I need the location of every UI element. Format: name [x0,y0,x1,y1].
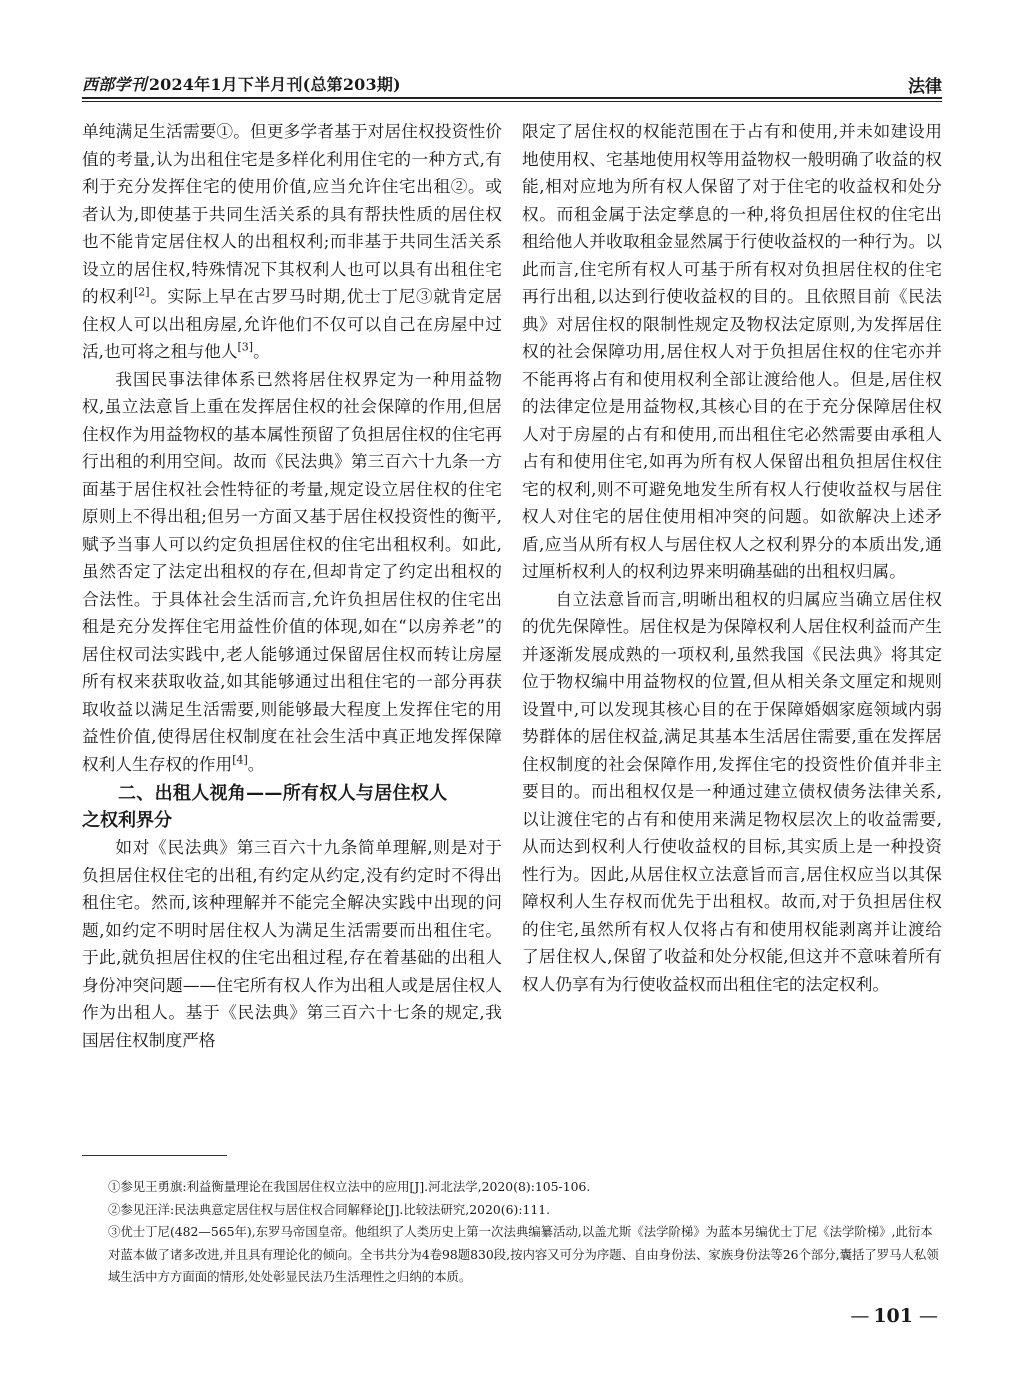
journal-issue: 2024年1月下半月刊(总第203期) [148,75,401,94]
footnote: ②参见汪洋:民法典意定居住权与居住权合同解释论[J].比较法研究,2020(6):111. [108,1201,551,1217]
header-rule-thin [82,101,942,102]
right-column [522,118,942,998]
citation-ref[interactable]: [2] [133,285,150,299]
citation-ref[interactable]: [4] [232,752,248,766]
paragraph: 自立法意旨而言,明晰出租权的归属应当确立居住权的优先保障性。居住权是为保障权利人居住权利益而产生并逐渐发展成熟的一项权利,虽然我国《民法典》将其定位于物权编中用益物权的位置,但从相关条文厘定和规则设置中,可以发现其核心目的在于保障婚姻家庭领域内弱势群体的居住权益,满足其基本生活居住需要,重在发挥居住权制度的社会保障作用,发挥住宅的投资性价值并非主要目的。而出租权仅是一种通过建立债权债务法律关系,以让渡住宅的占有和使用来满足物权层次上的收益需要,从而达到权利人行使收益权的目标,其实质上是一种投资性行为。因此,从居住权立法意旨而言,居住权应当以其保障权利人生存权而优先于出租权。故而,对于负担居住权的住宅,虽然所有权人仅将占有和使用权能剥离并让渡给了居住权人,保留了收益和处分权能,但这并不意味着所有权人仍享有为行使收益权而出租住宅的法定权利。 [522,588,942,994]
citation-ref[interactable]: [3] [237,340,254,354]
paragraph: 限定了居住权的权能范围在于占有和使用,并未如建设用地使用权、宅基地使用权等用益物权一般明确了收益的权能,相对应地为所有权人保留了对于住宅的收益权和处分权。而租金属于法定孳息的一种,将负担居住权的住宅出租给他人并收取租金显然属于行使收益权的一种行为。以此而言,住宅所有权人可基于所有权对负担居住权的住宅再行出租,以达到行使收益权的目的。且依照目前《民法典》对居住权的限制性规定及物权法定原则,为发挥居住权的社会保障功用,居住权人对于负担居住权的住宅亦并不能再将占有和使用权利全部让渡给他人。但是,居住权的法律定位是用益物权,其核心目的在于充分保障居住权人对于房屋的占有和使用,而出租住宅必然需要由承租人占有和使用住宅,如再为所有权人保留出租负担居住权住宅的权利,则不可避免地发生所有权人行使收益权与居住权人对住宅的居住使用相冲突的问题。如欲解决上述矛盾,应当从所有权人与居住权人之权利界分的本质出发,通过厘析权利人的权利边界来明确基础的出租权归属。 [522,121,942,581]
journal-logo: 西部学刊 [82,75,147,94]
footnote-rule [82,1155,227,1156]
section-label: 法律 [908,77,942,97]
left-column [82,118,502,1054]
paragraph: 如对《民法典》第三百六十九条简单理解,则是对于负担居住权住宅的出租,有约定从约定,没有约定时不得出租住宅。然而,该种理解并不能完全解决实践中出现的问题,如约定不明时居住权人为满足生活需要而出租住宅。于此,就负担居住权的住宅出租过程,存在着基础的出租人身份冲突问题——住宅所有权人作为出租人或是居住权人作为出租人。基于《民法典》第三百六十七条的规定,我国居住权制度严格 [82,837,502,1050]
section-heading: 二、出租人视角——所有权人与居住权人 之权利界分 [82,783,448,831]
paragraph: 我国民事法律体系已然将居住权界定为一种用益物权,虽立法意旨上重在发挥居住权的社会保障的作用,但居住权作为用益物权的基本属性预留了负担居住权的住宅再行出租的利用空间。故而《民法典》第三百六十九条一方面基于居住权社会性特征的考量,规定设立居住权的住宅原则上不得出租;但另一方面又基于居住权投资性的衡平,赋予当事人可以约定负担居住权的住宅出租权利。如此,虽然否定了法定出租权的存在,但却肯定了约定出租权的合法性。于具体社会生活而言,允许负担居住权的住宅出租是充分发挥住宅用益性价值的体现,如在“以房养老”的居住权司法实践中,老人能够通过保留居住权而转让房屋所有权来获取收益,如其能够通过出租住宅的一部分再获取收益以满足生活需要,则能够最大程度上发挥住宅的用益性价值,使得居住权制度在社会生活中真正地发挥保障权利人生存权的作用[4]。 [82,368,502,774]
journal-title [82,72,401,95]
page-number: — 101 — [850,1305,936,1327]
paragraph: 单纯满足生活需要①。但更多学者基于对居住权投资性价值的考量,认为出租住宅是多样化利用住宅的一种方式,有利于充分发挥住宅的使用价值,应当允许住宅出租②。或者认为,即使基于共同生活关系的具有帮扶性质的居住权也不能肯定居住权人的出租权利;而非基于共同生活关系设立的居住权,特殊情况下其权利人也可以具有出租住宅的权利[2]。实际上早在古罗马时期,优士丁尼③就肯定居住权人可以出租房屋,允许他们不仅可以自己在房屋中过活,也可将之租与他人[3]。 [82,121,503,361]
footnote: ③优士丁尼(482—565年),东罗马帝国皇帝。他组织了人类历史上第一次法典编纂活动,以盖尤斯《法学阶梯》为蓝本另编优士丁尼《法学阶梯》,此衍本对蓝本做了诸多改进,并且具有理论化的倾向。全书共分为4卷98题830段,按内容又可分为序题、自由身份法、家族身份法等26个部分,囊括了罗马人私领域生活中方方面面的情形,处处彰显民法乃生活理性之归纳的本质。 [108,1224,939,1284]
footnote: ①参见王勇旗:利益衡量理论在我国居住权立法中的应用[J].河北法学,2020(8):105-106. [108,1179,591,1194]
header-rule [82,97,942,99]
footnotes [82,1176,942,1289]
